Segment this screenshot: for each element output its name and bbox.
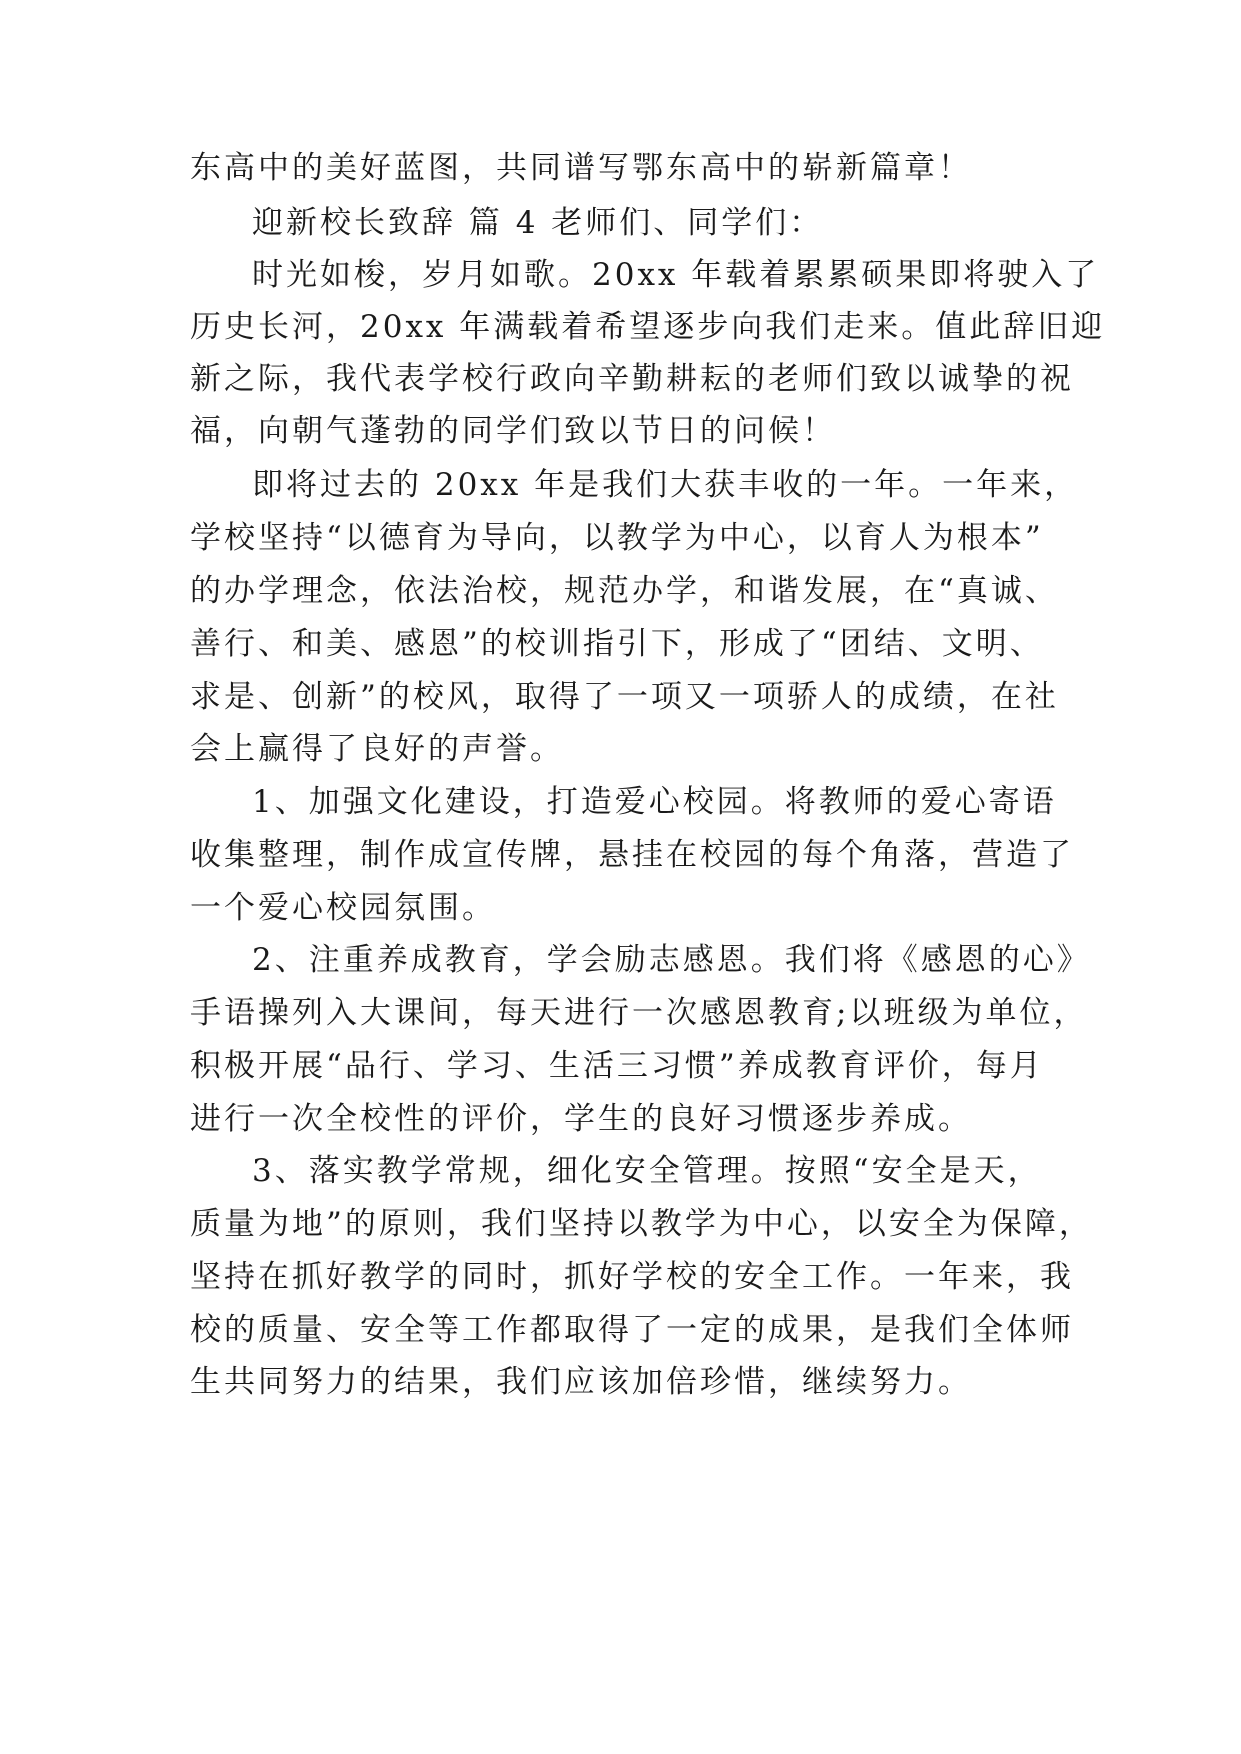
text-line: 的办学理念，依法治校，规范办学，和谐发展，在“真诚、	[190, 573, 1059, 609]
text-line: 会上赢得了良好的声誉。	[190, 731, 564, 767]
text-line: 坚持在抓好教学的同时，抓好学校的安全工作。一年来，我	[190, 1259, 1074, 1295]
text-line: 2、注重养成教育，学会励志感恩。我们将《感恩的心》	[252, 942, 1091, 978]
text-line: 学校坚持“以德育为导向，以教学为中心，以育人为根本”	[190, 520, 1044, 556]
text-line: 1、加强文化建设，打造爱心校园。将教师的爱心寄语	[252, 784, 1057, 820]
text-line: 3、落实教学常规，细化安全管理。按照“安全是天，	[252, 1153, 1042, 1189]
text-line: 迎新校长致辞 篇 4 老师们、同学们：	[252, 205, 824, 241]
text-line: 生共同努力的结果，我们应该加倍珍惜，继续努力。	[190, 1364, 972, 1400]
text-line: 福，向朝气蓬勃的同学们致以节日的问候！	[190, 413, 836, 449]
text-line: 求是、创新”的校风，取得了一项又一项骄人的成绩，在社	[190, 679, 1059, 715]
text-line: 时光如梭，岁月如歌。20xx 年载着累累硕果即将驶入了	[252, 257, 1100, 293]
text-line: 东高中的美好蓝图，共同谱写鄂东高中的崭新篇章！	[190, 150, 972, 186]
text-line: 质量为地”的原则，我们坚持以教学为中心，以安全为保障，	[190, 1206, 1093, 1242]
text-line: 校的质量、安全等工作都取得了一定的成果，是我们全体师	[190, 1312, 1074, 1348]
text-line: 积极开展“品行、学习、生活三习惯”养成教育评价，每月	[190, 1048, 1044, 1084]
text-line: 一个爱心校园氛围。	[190, 890, 496, 926]
text-line: 新之际，我代表学校行政向辛勤耕耘的老师们致以诚挚的祝	[190, 361, 1074, 397]
text-line: 历史长河，20xx 年满载着希望逐步向我们走来。值此辞旧迎	[190, 309, 1106, 345]
text-line: 进行一次全校性的评价，学生的良好习惯逐步养成。	[190, 1101, 972, 1137]
text-line: 手语操列入大课间，每天进行一次感恩教育;以班级为单位，	[190, 995, 1088, 1031]
text-line: 收集整理，制作成宣传牌，悬挂在校园的每个角落，营造了	[190, 837, 1074, 873]
text-line: 善行、和美、感恩”的校训指引下，形成了“团结、文明、	[190, 626, 1044, 662]
text-line: 即将过去的 20xx 年是我们大获丰收的一年。一年来，	[252, 467, 1079, 503]
